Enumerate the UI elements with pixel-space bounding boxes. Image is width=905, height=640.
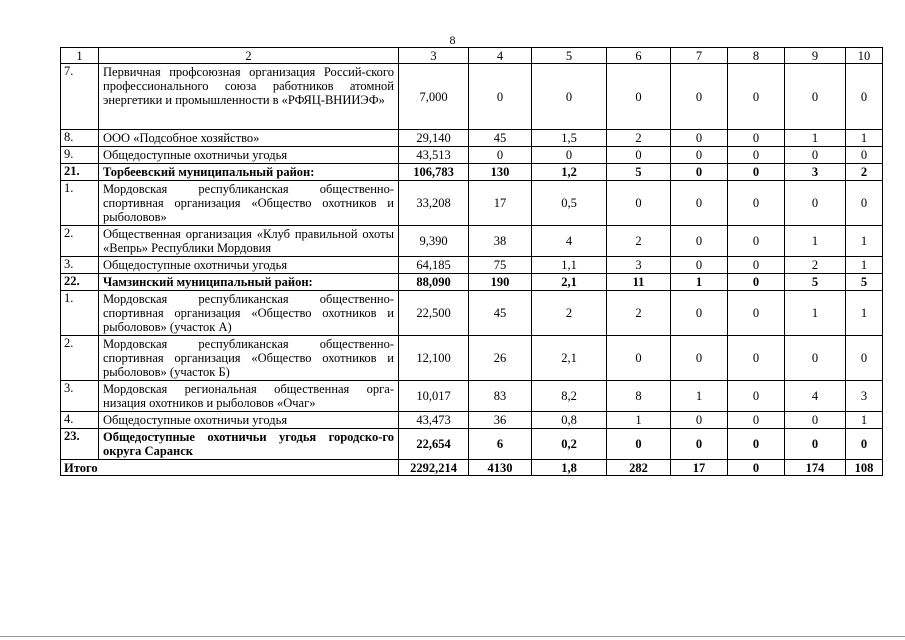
total-row	[61, 460, 883, 476]
row-number: 3.	[61, 381, 99, 412]
value-cell: 1	[785, 226, 846, 257]
header-cell: 3	[399, 48, 469, 64]
value-cell: 190	[469, 274, 532, 291]
value-cell: 45	[469, 291, 532, 336]
value-cell: 0	[728, 130, 785, 147]
organization-name: Чамзинский муниципальный район:	[99, 274, 399, 291]
value-cell: 0	[728, 412, 785, 429]
total-label: Итого	[61, 460, 399, 476]
value-cell: 0	[469, 147, 532, 164]
value-cell: 0	[671, 429, 728, 460]
column-number-header	[61, 48, 883, 64]
table-row	[61, 412, 883, 429]
value-cell: 0	[607, 336, 671, 381]
value-cell: 4	[532, 226, 607, 257]
value-cell: 0	[532, 64, 607, 130]
organization-name: Мордовская республиканская общественно-спортивная организация «Общество охотников и рыболовов» (участок А)	[99, 291, 399, 336]
row-number: 2.	[61, 336, 99, 381]
header-cell: 10	[846, 48, 883, 64]
table-row	[61, 257, 883, 274]
organization-name: Мордовская республиканская общественно-спортивная организация «Общество охотников и рыболовов»	[99, 181, 399, 226]
value-cell: 0	[671, 257, 728, 274]
value-cell: 0	[728, 64, 785, 130]
value-cell: 0	[728, 336, 785, 381]
value-cell: 0	[728, 257, 785, 274]
value-cell: 2,1	[532, 336, 607, 381]
total-value-cell: 0	[728, 460, 785, 476]
value-cell: 6	[469, 429, 532, 460]
value-cell: 0	[671, 130, 728, 147]
district-row	[61, 274, 883, 291]
value-cell: 1	[785, 291, 846, 336]
value-cell: 38	[469, 226, 532, 257]
hunting-grounds-table	[60, 47, 883, 476]
value-cell: 3	[785, 164, 846, 181]
organization-name: Общедоступные охотничьи угодья городско-го округа Саранск	[99, 429, 399, 460]
value-cell: 75	[469, 257, 532, 274]
table-row	[61, 181, 883, 226]
value-cell: 0	[846, 336, 883, 381]
value-cell: 11	[607, 274, 671, 291]
table-row	[61, 64, 883, 130]
value-cell: 1	[846, 226, 883, 257]
value-cell: 9,390	[399, 226, 469, 257]
value-cell: 3	[607, 257, 671, 274]
value-cell: 0,5	[532, 181, 607, 226]
organization-name: Общественная организация «Клуб правильной охоты «Вепрь» Республики Мордовия	[99, 226, 399, 257]
value-cell: 0	[607, 429, 671, 460]
value-cell: 0	[728, 381, 785, 412]
value-cell: 2,1	[532, 274, 607, 291]
row-number: 4.	[61, 412, 99, 429]
organization-name: Первичная профсоюзная организация Россий-ского профессионального союза работников атомной энергетики и промышленности в «РФЯЦ-ВНИИЭФ»	[99, 64, 399, 130]
value-cell: 0	[671, 226, 728, 257]
value-cell: 0	[532, 147, 607, 164]
value-cell: 0	[728, 429, 785, 460]
table-row	[61, 130, 883, 147]
page-number: 8	[449, 33, 456, 47]
value-cell: 0,8	[532, 412, 607, 429]
table-row	[61, 336, 883, 381]
organization-name: Торбеевский муниципальный район:	[99, 164, 399, 181]
organization-name: Общедоступные охотничьи угодья	[99, 257, 399, 274]
value-cell: 0	[671, 147, 728, 164]
organization-name: Мордовская республиканская общественно-спортивная организация «Общество охотников и рыболовов» (участок Б)	[99, 336, 399, 381]
value-cell: 0	[671, 64, 728, 130]
row-number: 21.	[61, 164, 99, 181]
value-cell: 12,100	[399, 336, 469, 381]
header-cell: 2	[99, 48, 399, 64]
value-cell: 0	[671, 412, 728, 429]
value-cell: 0	[607, 64, 671, 130]
value-cell: 83	[469, 381, 532, 412]
row-number: 1.	[61, 291, 99, 336]
value-cell: 43,473	[399, 412, 469, 429]
row-number: 2.	[61, 226, 99, 257]
row-number: 22.	[61, 274, 99, 291]
value-cell: 0	[671, 164, 728, 181]
value-cell: 3	[846, 381, 883, 412]
value-cell: 2	[846, 164, 883, 181]
value-cell: 22,654	[399, 429, 469, 460]
header-cell: 8	[728, 48, 785, 64]
value-cell: 106,783	[399, 164, 469, 181]
value-cell: 0	[846, 181, 883, 226]
value-cell: 0	[785, 336, 846, 381]
row-number: 7.	[61, 64, 99, 130]
value-cell: 22,500	[399, 291, 469, 336]
value-cell: 0	[785, 64, 846, 130]
value-cell: 0	[671, 291, 728, 336]
value-cell: 0	[607, 181, 671, 226]
value-cell: 88,090	[399, 274, 469, 291]
value-cell: 2	[785, 257, 846, 274]
row-number: 8.	[61, 130, 99, 147]
value-cell: 0,2	[532, 429, 607, 460]
total-value-cell: 108	[846, 460, 883, 476]
value-cell: 5	[846, 274, 883, 291]
district-row	[61, 164, 883, 181]
table-row	[61, 291, 883, 336]
value-cell: 0	[785, 147, 846, 164]
value-cell: 0	[728, 291, 785, 336]
total-value-cell: 282	[607, 460, 671, 476]
value-cell: 10,017	[399, 381, 469, 412]
value-cell: 2	[532, 291, 607, 336]
value-cell: 1,2	[532, 164, 607, 181]
value-cell: 0	[785, 412, 846, 429]
total-value-cell: 1,8	[532, 460, 607, 476]
value-cell: 1,5	[532, 130, 607, 147]
organization-name: Общедоступные охотничьи угодья	[99, 147, 399, 164]
row-number: 9.	[61, 147, 99, 164]
value-cell: 45	[469, 130, 532, 147]
header-cell: 6	[607, 48, 671, 64]
row-number: 23.	[61, 429, 99, 460]
value-cell: 7,000	[399, 64, 469, 130]
header-cell: 9	[785, 48, 846, 64]
value-cell: 43,513	[399, 147, 469, 164]
value-cell: 33,208	[399, 181, 469, 226]
value-cell: 26	[469, 336, 532, 381]
value-cell: 1	[607, 412, 671, 429]
value-cell: 0	[785, 181, 846, 226]
value-cell: 1	[846, 130, 883, 147]
header-cell: 7	[671, 48, 728, 64]
value-cell: 1,1	[532, 257, 607, 274]
value-cell: 29,140	[399, 130, 469, 147]
value-cell: 1	[671, 274, 728, 291]
header-cell: 1	[61, 48, 99, 64]
header-cell: 4	[469, 48, 532, 64]
table-row	[61, 147, 883, 164]
value-cell: 1	[846, 257, 883, 274]
value-cell: 130	[469, 164, 532, 181]
value-cell: 0	[671, 181, 728, 226]
value-cell: 1	[846, 291, 883, 336]
value-cell: 0	[785, 429, 846, 460]
value-cell: 5	[607, 164, 671, 181]
organization-name: Мордовская региональная общественная орга-низация охотников и рыболовов «Очаг»	[99, 381, 399, 412]
organization-name: ООО «Подсобное хозяйство»	[99, 130, 399, 147]
district-row	[61, 429, 883, 460]
value-cell: 1	[671, 381, 728, 412]
table-row	[61, 381, 883, 412]
value-cell: 0	[728, 274, 785, 291]
value-cell: 0	[728, 164, 785, 181]
value-cell: 1	[785, 130, 846, 147]
value-cell: 0	[846, 147, 883, 164]
value-cell: 0	[607, 147, 671, 164]
total-value-cell: 2292,214	[399, 460, 469, 476]
value-cell: 5	[785, 274, 846, 291]
value-cell: 0	[469, 64, 532, 130]
total-value-cell: 17	[671, 460, 728, 476]
value-cell: 36	[469, 412, 532, 429]
value-cell: 0	[728, 226, 785, 257]
value-cell: 17	[469, 181, 532, 226]
value-cell: 0	[846, 429, 883, 460]
value-cell: 8	[607, 381, 671, 412]
table-row	[61, 226, 883, 257]
value-cell: 0	[671, 336, 728, 381]
row-number: 3.	[61, 257, 99, 274]
value-cell: 2	[607, 226, 671, 257]
value-cell: 0	[728, 147, 785, 164]
value-cell: 64,185	[399, 257, 469, 274]
page-bottom-edge	[0, 636, 905, 637]
value-cell: 4	[785, 381, 846, 412]
total-value-cell: 174	[785, 460, 846, 476]
value-cell: 2	[607, 291, 671, 336]
value-cell: 8,2	[532, 381, 607, 412]
total-value-cell: 4130	[469, 460, 532, 476]
value-cell: 1	[846, 412, 883, 429]
row-number: 1.	[61, 181, 99, 226]
value-cell: 0	[846, 64, 883, 130]
value-cell: 2	[607, 130, 671, 147]
organization-name: Общедоступные охотничьи угодья	[99, 412, 399, 429]
header-cell: 5	[532, 48, 607, 64]
value-cell: 0	[728, 181, 785, 226]
